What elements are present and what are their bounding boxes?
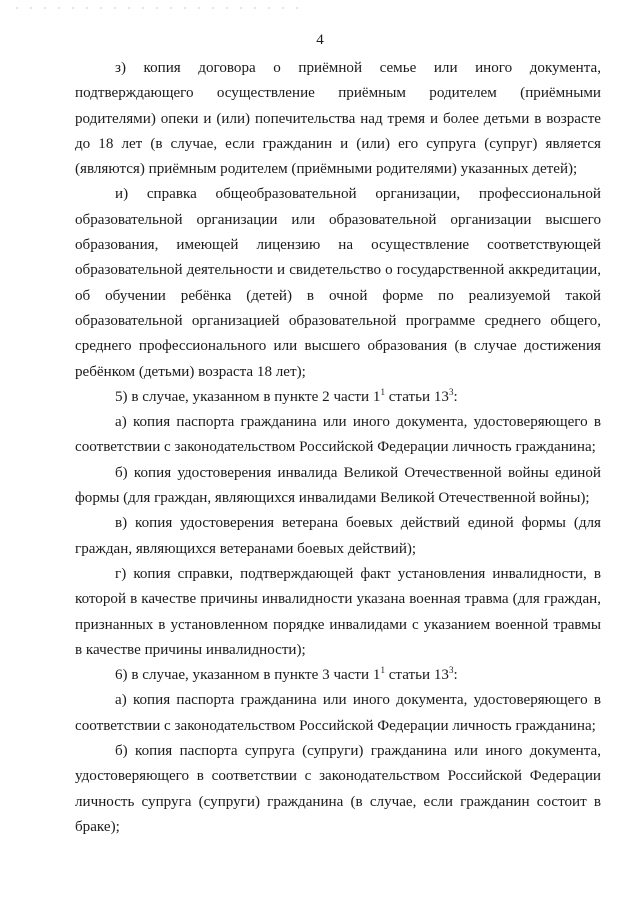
paragraph-6a: а) копия паспорта гражданина или иного документа, удостоверяющего в соответствии с законодательством Российской Федерации личность гражданина; [75, 692, 601, 734]
heading-text: : [453, 388, 458, 405]
superscript: 1 [380, 665, 385, 676]
paragraph-5v: в) копия удостоверения ветерана боевых действий единой формы (для граждан, являющихся ветеранами боевых действий); [75, 515, 601, 557]
paragraph-5g: г) копия справки, подтверждающей факт установления инвалидности, в которой в качестве причины инвалидности указана военная травма (для граждан, признанных в установленном порядке инвалидами с указанием военной травмы в качестве причины инвалидности); [75, 565, 601, 658]
superscript: 3 [448, 665, 454, 676]
paragraph-5a: а) копия паспорта гражданина или иного документа, удостоверяющего в соответствии с законодательством Российской Федерации личность гражданина; [75, 414, 601, 456]
heading-text: статьи 13 [384, 388, 449, 405]
heading-text: 6) в случае, указанном в пункте 3 части 1 [115, 667, 381, 684]
document-body [75, 56, 601, 840]
paragraph-6-heading [75, 663, 601, 688]
superscript: 3 [448, 386, 454, 397]
scan-artifact-dots [10, 6, 310, 10]
paragraph-5-heading [75, 385, 601, 410]
heading-text: статьи 13 [384, 667, 449, 684]
paragraph-6b: б) копия паспорта супруга (супруги) гражданина или иного документа, удостоверяющего в соответствии с законодательством Российской Федерации личность супруга (супруги) гражданина (в случае, если гражданин состоит в браке); [75, 743, 601, 835]
paragraph-z: з) копия договора о приёмной семье или иного документа, подтверждающего осуществление приёмным родителем (приёмными родителями) опеки и (или) попечительства над тремя и более детьми в возрасте до 18 лет (в случае, если гражданин и (или) его супруга (супруг) является (являются) приёмным родителем (приёмными родителями) указанных детей); [75, 60, 601, 178]
superscript: 1 [380, 386, 385, 397]
paragraph-5b: б) копия удостоверения инвалида Великой Отечественной войны единой формы (для граждан, являющихся инвалидами Великой Отечественной войны); [75, 464, 601, 507]
heading-text: : [453, 667, 458, 684]
page-number: 4 [316, 32, 324, 48]
paragraph-i: и) справка общеобразовательной организации, профессиональной образовательной организации или образовательной организации высшего образования, имеющей лицензию на осуществление соответствующей образовательной деятельности и свидетельство о государственной аккредитации, об обучении ребёнка (детей) в очной форме по реализуемой такой образовательной организацией образовательной программе среднего общего, среднего профессионального или высшего образования (в случае достижения ребёнком (детьми) возраста 18 лет); [75, 186, 601, 380]
heading-text: 5) в случае, указанном в пункте 2 части 1 [115, 388, 381, 405]
